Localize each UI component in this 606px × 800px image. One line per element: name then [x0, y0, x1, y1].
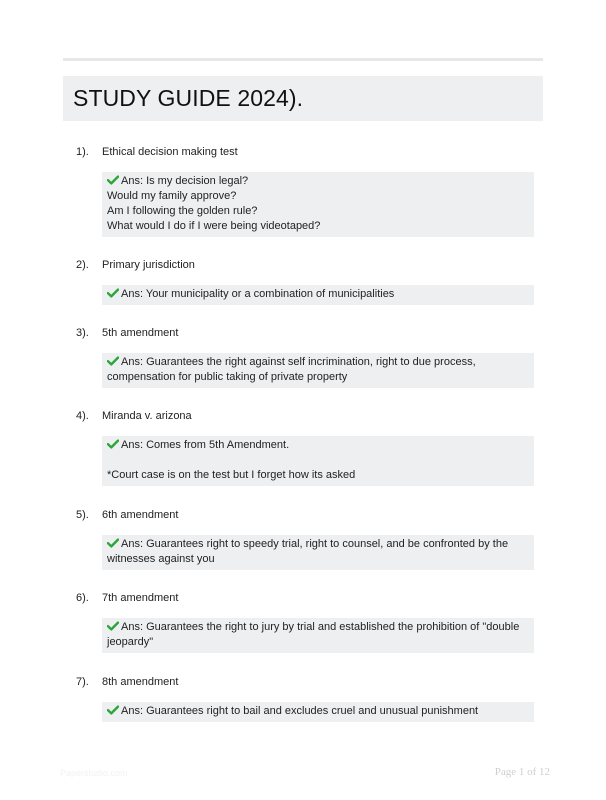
- question-item-6: [76, 591, 536, 653]
- answer-line: Would my family approve?: [107, 190, 237, 202]
- question-number: 6).: [76, 592, 89, 604]
- question-prompt: Miranda v. arizona: [102, 410, 192, 422]
- answer-line: Ans: Your municipality or a combination of municipalities: [107, 287, 528, 302]
- footer-watermark: Paperstudio.com: [60, 768, 128, 778]
- answer-line: [107, 453, 528, 468]
- check-icon: [107, 356, 119, 366]
- answer-line: Ans: Comes from 5th Amendment.: [107, 438, 528, 453]
- answer-line: witnesses against you: [107, 553, 215, 565]
- question-prompt: 8th amendment: [102, 676, 179, 688]
- question-prompt: Ethical decision making test: [102, 146, 238, 158]
- question-item-5: [76, 508, 536, 570]
- answer-box: [102, 436, 534, 486]
- question-item-4: [76, 409, 536, 486]
- title-banner: [63, 76, 543, 121]
- answer-box: [102, 702, 534, 722]
- question-prompt: Primary jurisdiction: [102, 259, 195, 271]
- page-title: STUDY GUIDE 2024).: [73, 85, 304, 111]
- check-icon: [107, 621, 119, 631]
- answer-box: [102, 285, 534, 305]
- check-icon: [107, 175, 119, 185]
- question-number: 3).: [76, 327, 89, 339]
- answer-line: What would I do if I were being videotaped?: [107, 220, 321, 232]
- question-prompt: 7th amendment: [102, 592, 179, 604]
- answer-line: Am I following the golden rule?: [107, 205, 258, 217]
- check-icon: [107, 439, 119, 449]
- question-item-1: [76, 145, 536, 237]
- question-item-2: [76, 258, 536, 305]
- page-indicator: Page 1 of 12: [494, 766, 550, 778]
- answer-line: jeopardy": [107, 636, 154, 648]
- answer-box: [102, 172, 534, 237]
- question-number: 5).: [76, 509, 89, 521]
- question-number: 1).: [76, 146, 89, 158]
- question-item-3: [76, 326, 536, 388]
- question-number: 2).: [76, 259, 89, 271]
- answer-line: Ans: Guarantees the right to jury by trial and established the prohibition of "double: [107, 620, 528, 635]
- answer-box: [102, 618, 534, 653]
- question-item-7: [76, 675, 536, 722]
- answer-line: *Court case is on the test but I forget how its asked: [107, 469, 356, 481]
- check-icon: [107, 705, 119, 715]
- top-divider: [63, 58, 543, 61]
- check-icon: [107, 288, 119, 298]
- answer-line: Ans: Guarantees right to speedy trial, right to counsel, and be confronted by the: [107, 537, 528, 552]
- question-number: 4).: [76, 410, 89, 422]
- check-icon: [107, 538, 119, 548]
- question-prompt: 5th amendment: [102, 327, 179, 339]
- question-number: 7).: [76, 676, 89, 688]
- answer-line: compensation for public taking of private property: [107, 371, 348, 383]
- question-prompt: 6th amendment: [102, 509, 179, 521]
- answer-line: Ans: Guarantees the right against self incrimination, right to due process,: [107, 355, 528, 370]
- answer-box: [102, 353, 534, 388]
- answer-line: Ans: Guarantees right to bail and excludes cruel and unusual punishment: [107, 704, 528, 719]
- answer-box: [102, 535, 534, 570]
- answer-line: Ans: Is my decision legal?: [107, 174, 528, 189]
